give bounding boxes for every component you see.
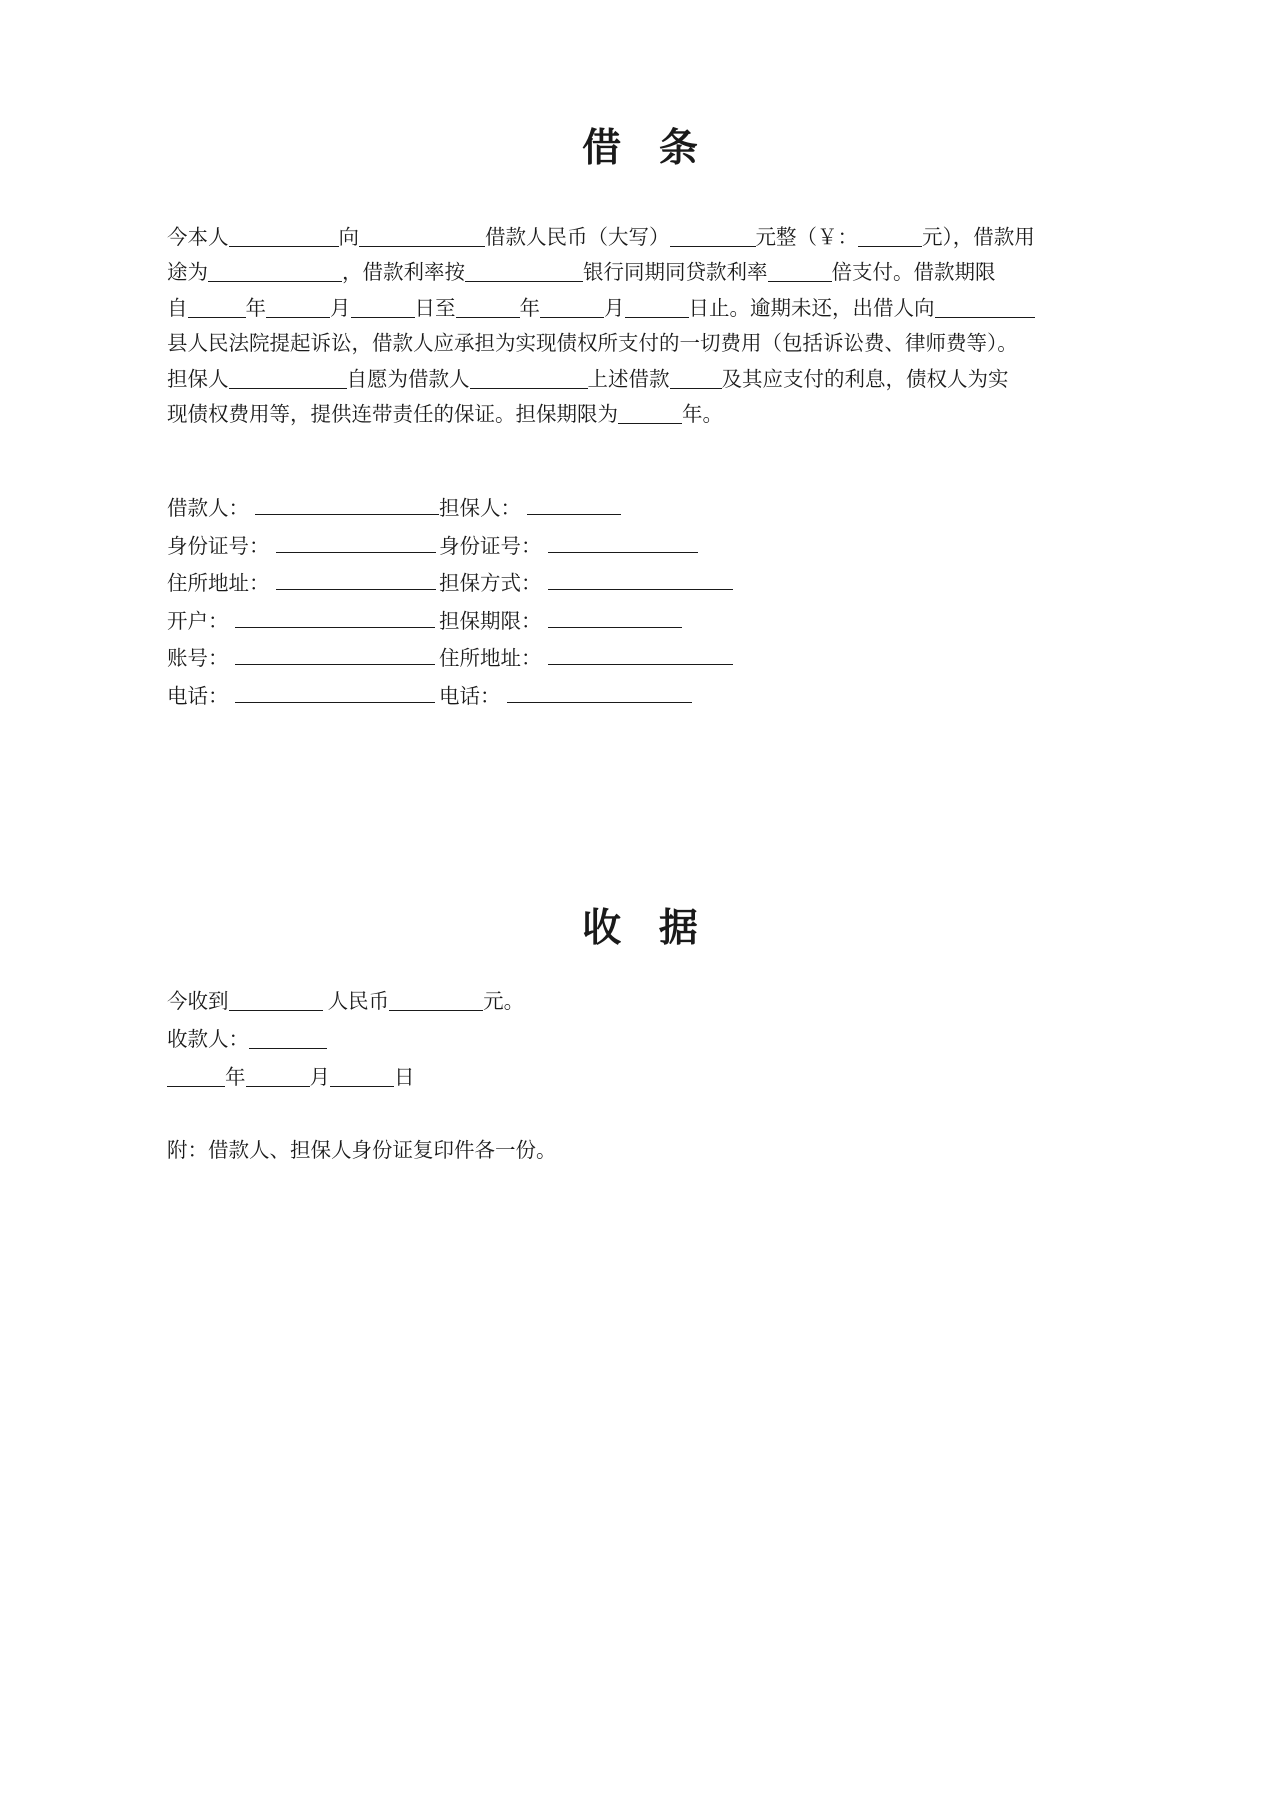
static-text: 上述借款	[587, 368, 670, 391]
fill-in-blank[interactable]	[470, 369, 588, 389]
fill-in-blank[interactable]	[167, 1067, 225, 1087]
field-label: 开户：	[167, 610, 229, 633]
static-text: 年。	[682, 404, 723, 427]
fill-in-blank[interactable]	[670, 369, 722, 389]
field-blank[interactable]	[235, 610, 435, 628]
field-blank[interactable]	[548, 572, 733, 590]
signature-field-right	[439, 604, 859, 634]
fill-in-blank[interactable]	[456, 298, 520, 318]
attachment-note: 附：借款人、担保人身份证复印件各一份。	[167, 1139, 557, 1162]
signature-field-left	[167, 679, 439, 709]
signature-row	[167, 671, 997, 709]
static-text: 日至	[414, 297, 456, 320]
fill-in-blank[interactable]	[249, 1029, 327, 1049]
static-text: 月	[309, 1066, 330, 1089]
field-label: 电话：	[167, 685, 229, 708]
field-label: 担保人：	[439, 498, 521, 521]
static-text: 现债权费用等，提供连带责任的保证。担保期限为	[167, 404, 618, 427]
fill-in-blank[interactable]	[389, 991, 483, 1011]
fill-in-blank[interactable]	[670, 227, 756, 247]
static-text: 元。	[483, 990, 525, 1013]
receipt-line	[167, 1021, 1280, 1059]
receipt-line	[167, 1059, 1280, 1097]
loan-paragraph-line	[167, 221, 1035, 257]
receipt-title-wrap	[0, 906, 1280, 953]
static-text: 日	[394, 1066, 415, 1089]
static-text: 年	[519, 297, 540, 320]
static-text: 向	[338, 226, 359, 249]
static-text: 县人民法院提起诉讼，借款人应承担为实现债权所支付的一切费用（包括诉讼费、律师费等）。	[167, 333, 1018, 356]
signature-row	[167, 521, 997, 559]
fill-in-blank[interactable]	[188, 298, 246, 318]
static-text: 年	[225, 1066, 246, 1089]
fill-in-blank[interactable]	[351, 298, 415, 318]
receipt-line	[167, 983, 1280, 1021]
fill-in-blank[interactable]	[229, 991, 323, 1011]
field-blank[interactable]	[276, 572, 436, 590]
fill-in-blank[interactable]	[768, 262, 832, 282]
static-text: 借款人民币（大写）	[485, 226, 670, 249]
static-text: 收款人：	[167, 1028, 249, 1051]
field-label: 担保期限：	[439, 610, 542, 633]
fill-in-blank[interactable]	[229, 369, 347, 389]
field-blank[interactable]	[235, 685, 435, 703]
loan-paragraph-line	[167, 256, 996, 292]
field-blank[interactable]	[527, 497, 621, 515]
signature-row	[167, 559, 997, 597]
field-blank[interactable]	[235, 647, 435, 665]
field-label: 住所地址：	[167, 573, 270, 596]
field-blank[interactable]	[548, 647, 733, 665]
static-text: 日止。逾期未还，出借人向	[688, 297, 935, 320]
receipt-paragraph	[167, 983, 1280, 1097]
field-blank[interactable]	[276, 535, 436, 553]
page-title-loan-note: 借 条	[582, 127, 712, 170]
field-blank[interactable]	[548, 610, 682, 628]
signature-row	[167, 484, 997, 522]
static-text: 人民币	[322, 990, 390, 1013]
static-text: 途为	[167, 262, 208, 285]
field-label: 住所地址：	[439, 648, 542, 671]
loan-paragraph-line	[167, 327, 1018, 363]
fill-in-blank[interactable]	[858, 227, 922, 247]
static-text: 自	[167, 297, 188, 320]
signature-field-left	[167, 491, 439, 521]
field-label: 担保方式：	[439, 573, 542, 596]
static-text: ，借款利率按	[342, 262, 465, 285]
signature-field-right	[439, 529, 859, 559]
field-label: 身份证号：	[439, 535, 542, 558]
static-text: 今本人	[167, 226, 229, 249]
fill-in-blank[interactable]	[935, 298, 1035, 318]
signature-block	[167, 484, 997, 709]
field-blank[interactable]	[507, 685, 692, 703]
field-label: 借款人：	[167, 498, 249, 521]
loan-paragraph-line	[167, 398, 962, 434]
fill-in-blank[interactable]	[246, 1067, 310, 1087]
field-label: 电话：	[439, 685, 501, 708]
signature-field-right	[439, 491, 859, 521]
page-title-receipt: 收 据	[582, 906, 712, 950]
static-text: 元），借款用	[922, 226, 1035, 249]
signature-field-right	[439, 679, 859, 709]
static-text: 元整（￥：	[755, 226, 858, 249]
static-text: 自愿为借款人	[346, 368, 470, 391]
signature-field-left	[167, 566, 439, 596]
field-blank[interactable]	[548, 535, 698, 553]
signature-field-left	[167, 604, 439, 634]
signature-field-right	[439, 566, 859, 596]
field-blank[interactable]	[255, 497, 439, 515]
fill-in-blank[interactable]	[330, 1067, 394, 1087]
static-text: 银行同期同贷款利率	[583, 262, 768, 285]
static-text: 担保人	[167, 368, 229, 391]
field-label: 身份证号：	[167, 535, 270, 558]
loan-note-paragraph	[167, 221, 1035, 434]
static-text: 月	[330, 297, 351, 320]
field-label: 账号：	[167, 648, 229, 671]
fill-in-blank[interactable]	[465, 262, 583, 282]
static-text: 今收到	[167, 990, 229, 1013]
signature-field-left	[167, 641, 439, 671]
signature-row	[167, 634, 997, 672]
fill-in-blank[interactable]	[208, 262, 342, 282]
fill-in-blank[interactable]	[266, 298, 330, 318]
static-text: 年	[245, 297, 266, 320]
fill-in-blank[interactable]	[618, 404, 682, 424]
fill-in-blank[interactable]	[625, 298, 689, 318]
fill-in-blank[interactable]	[540, 298, 604, 318]
signature-field-right	[439, 641, 859, 671]
static-text: 及其应支付的利息，债权人为实	[721, 368, 1009, 391]
fill-in-blank[interactable]	[359, 227, 485, 247]
signature-row	[167, 596, 997, 634]
signature-field-left	[167, 529, 439, 559]
static-text: 月	[604, 297, 625, 320]
fill-in-blank[interactable]	[229, 227, 339, 247]
loan-paragraph-line	[167, 292, 962, 328]
static-text: 倍支付。借款期限	[831, 262, 996, 285]
loan-paragraph-line	[167, 363, 1009, 399]
